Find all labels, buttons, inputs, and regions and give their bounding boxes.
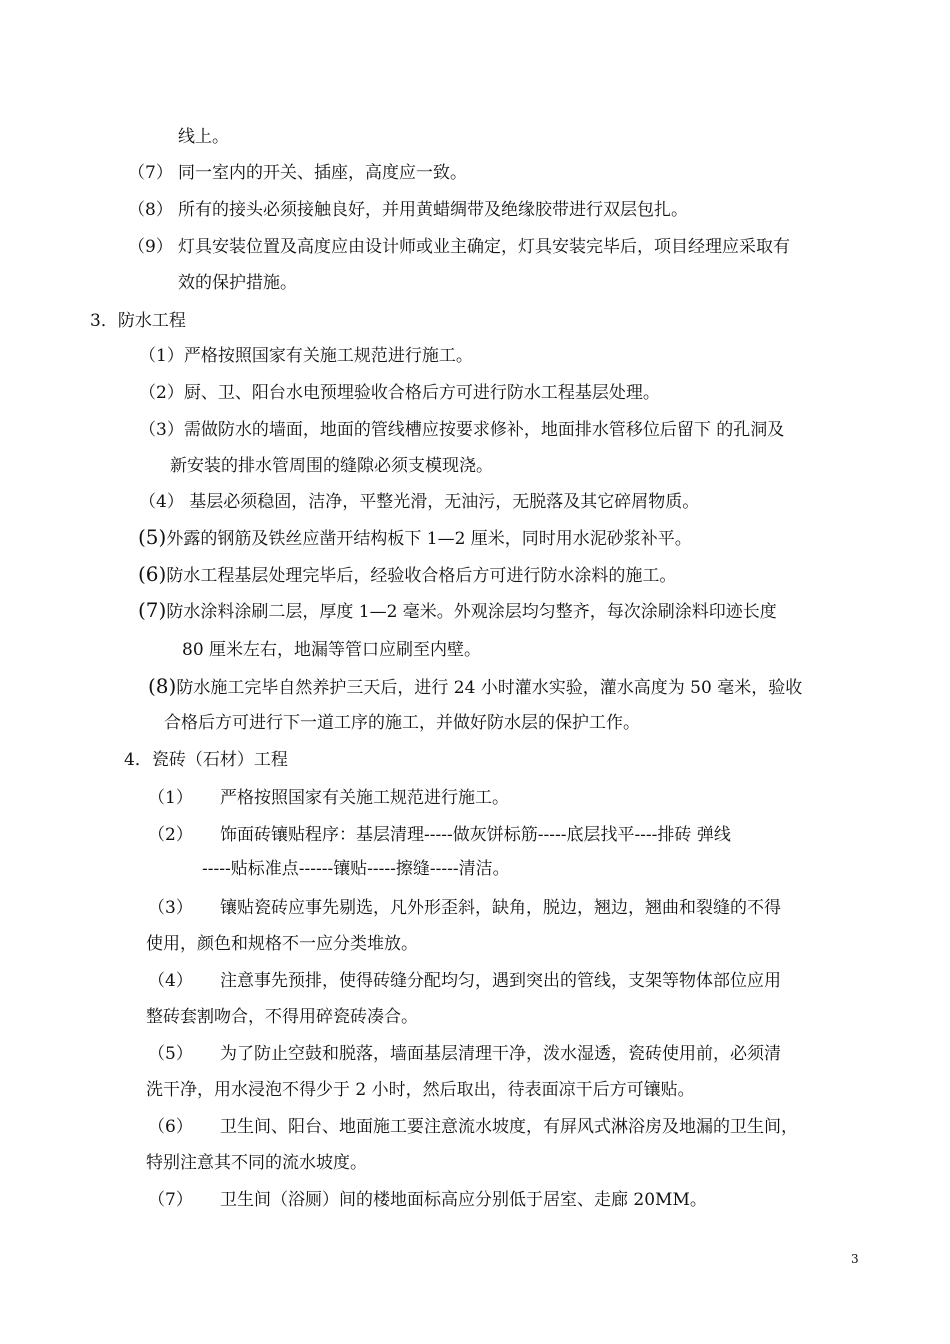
- list-item: （1） 严格按照国家有关施工规范进行施工。: [148, 788, 509, 808]
- list-item: (7)防水涂料涂刷二层，厚度 1—2 毫米。外观涂层均匀整齐，每次涂刷涂料印迹长度: [138, 598, 777, 622]
- list-item: （8） 所有的接头必须接触良好，并用黄蜡绸带及绝缘胶带进行双层包扎。: [128, 200, 688, 220]
- list-item: （5） 为了防止空鼓和脱落，墙面基层清理干净，泼水湿透，瓷砖使用前，必须清: [148, 1044, 781, 1064]
- list-item: （3）需做防水的墙面，地面的管线槽应按要求修补，地面排水管移位后留下 的孔洞及: [139, 420, 785, 440]
- section-heading: 4．瓷砖（石材）工程: [124, 750, 288, 770]
- list-item: （9） 灯具安装位置及高度应由设计师或业主确定，灯具安装完毕后，项目经理应采取有: [128, 237, 790, 257]
- list-item: （7） 卫生间（浴厕）间的楼地面标高应分别低于居室、走廊 20MM。: [148, 1190, 707, 1210]
- text-line: 新安装的排水管周围的缝隙必须支模现浇。: [170, 456, 493, 476]
- text-line: 整砖套割吻合，不得用碎瓷砖凑合。: [146, 1007, 418, 1027]
- page-number: 3: [851, 1252, 859, 1266]
- list-item: （4） 注意事先预排，使得砖缝分配均匀，遇到突出的管线，支架等物体部位应用: [148, 971, 781, 991]
- section-heading: 3．防水工程: [90, 311, 186, 331]
- list-item: （2）厨、卫、阳台水电预埋验收合格后方可进行防水工程基层处理。: [139, 383, 660, 403]
- list-item: （3） 镶贴瓷砖应事先剔选，凡外形歪斜，缺角，脱边，翘边，翘曲和裂缝的不得: [148, 898, 781, 918]
- list-item: （7） 同一室内的开关、插座，高度应一致。: [128, 163, 467, 183]
- text-line: 特别注意其不同的流水坡度。: [146, 1153, 367, 1173]
- text-line: 合格后方可进行下一道工序的施工，并做好防水层的保护工作。: [164, 713, 640, 733]
- list-item: （4） 基层必须稳固，洁净，平整光滑，无油污，无脱落及其它碎屑物质。: [139, 492, 700, 512]
- text-line: 80 厘米左右，地漏等管口应刷至内壁。: [182, 640, 482, 660]
- list-item: （1）严格按照国家有关施工规范进行施工。: [139, 346, 473, 366]
- list-item: (5)外露的钢筋及铁丝应凿开结构板下 1—2 厘米，同时用水泥砂浆补平。: [138, 525, 692, 549]
- text-line: 使用，颜色和规格不一应分类堆放。: [146, 934, 418, 954]
- text-line: 洗干净，用水浸泡不得少于 2 小时，然后取出，待表面凉干后方可镶贴。: [146, 1080, 695, 1100]
- text-line: 线上。: [178, 127, 229, 147]
- list-item: （6） 卫生间、阳台、地面施工要注意流水坡度，有屏风式淋浴房及地漏的卫生间，: [148, 1117, 798, 1137]
- list-item: (6)防水工程基层处理完毕后，经验收合格后方可进行防水涂料的施工。: [138, 562, 677, 586]
- text-line: 效的保护措施。: [178, 273, 297, 293]
- list-item: （2） 饰面砖镶贴程序：基层清理-----做灰饼标筋-----底层找平----排砖 弹线: [148, 825, 731, 845]
- text-line: -----贴标准点------镶贴-----擦缝-----清洁。: [202, 859, 510, 879]
- list-item: (8)防水施工完毕自然养护三天后，进行 24 小时灌水实验，灌水高度为 50 毫米，验收: [148, 674, 803, 698]
